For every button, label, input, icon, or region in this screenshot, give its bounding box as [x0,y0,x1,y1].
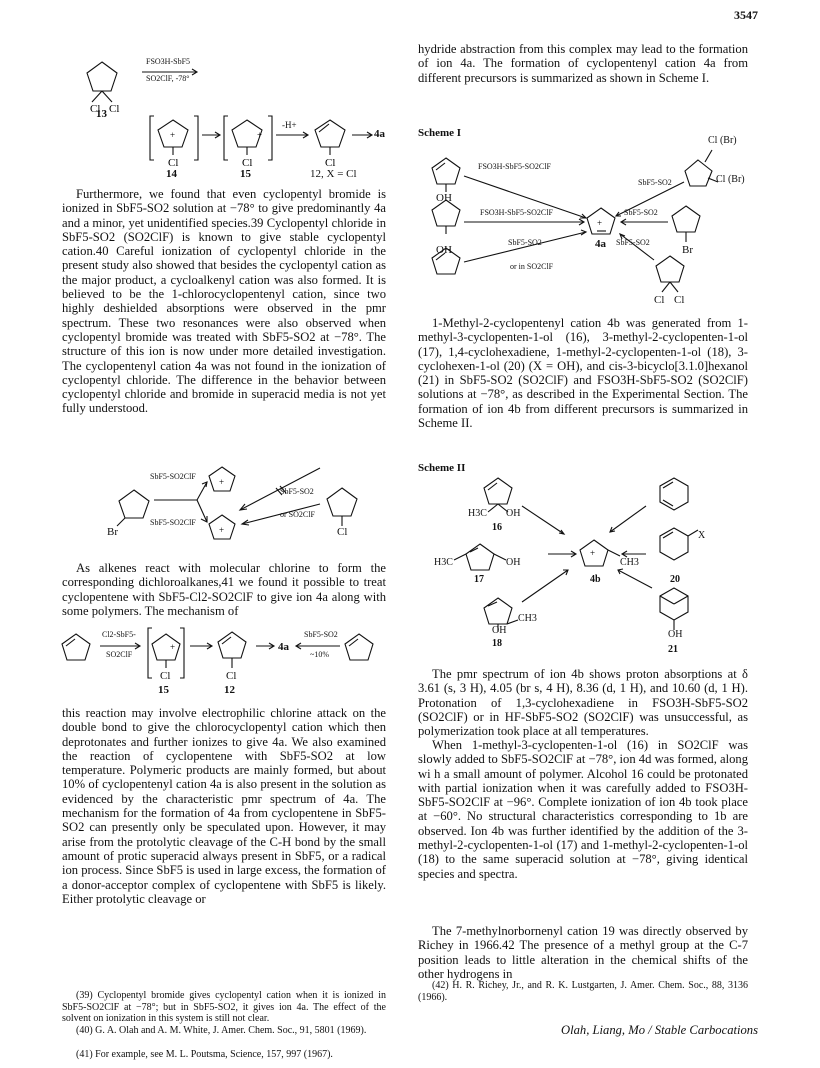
reagent-mid-2: SbF5-SO2ClF [150,518,196,527]
svg-text:+: + [590,548,596,558]
label-12-low: 12 [224,684,235,696]
right-paragraph-4: When 1-methyl-3-cyclopenten-1-ol (16) in SO2ClF was slowly added to SbF5-SO2ClF at −78°, ion 4d was formed, along wi h a small amount of polymer. Alcohol 16 could be protonated with partial ionization when it was carefully added to FSO3H-SbF5-SO2ClF at −96°. Complete ionization of ion 4b took place at −60°. No structural characteristics corresponding to 1b are observed. Ion 4b was further identified by the addition of the 3-methyl-2-cyclopenten-1-ol (17) and 1-methyl-2-cyclopenten-1-ol (18) to the same superacid solution at −78°, giving identical species and spectra. [418,738,748,881]
right-paragraph-2: 1-Methyl-2-cyclopentenyl cation 4b was generated from 1-methyl-3-cyclopenten-1-ol (16), 3-methyl-2-cyclopenten-1-ol (17), 1,4-cyclohexadiene, 1-methyl-2-cyclopenten-1-ol (18), 3-cyclohexen-1-ol (20) (X = OH), and cis-3-bicyclo[3.1.0]hexanol (21) in SbF5-SO2 (SO2ClF) and FSO3H-SbF5-SO2 (SO2ClF) solutions at −78°, as described in the Experimental Section. The formation of ion 4b from different precursors is summarized in Scheme II. [418,316,748,431]
s1-br: Br [682,244,693,256]
label-15: 15 [240,168,251,180]
s1-label-4a: 4a [595,238,606,250]
svg-text:Cl: Cl [325,157,336,169]
s2-label-4b: 4b [590,574,601,585]
svg-text:+: + [597,218,603,228]
svg-text:Cl: Cl [109,103,120,115]
label-4a-top: 4a [374,128,385,140]
cyclopentene-ring [62,634,90,660]
cyclopentyl-bromide-ring [119,490,149,518]
label-4a-low: 4a [278,641,289,653]
s2-label-21: 21 [668,644,678,655]
scheme-1-title: Scheme I [418,127,462,139]
dihalocyclopentane-ring [685,160,712,186]
s2-oh-21: OH [668,629,683,640]
label-13: 13 [96,108,107,120]
compound-17-ring [466,544,494,570]
s1-cl-2: Cl [674,294,685,306]
reagent-low-3: SbF5-SO2 [304,630,338,639]
cyclopentane-ring-13 [87,62,117,91]
cyclohexadiene-ring [660,478,688,510]
s2-label-20: 20 [670,574,680,585]
left-paragraph-3: this reaction may involve electrophilic chlorine attack on the double bond to give the chlorocyclopentyl cation which then deprotonates and further ionizes to give 4a. We also examined the reaction of cyclopentene with SbF5-SO2 at low temperature. Polymeric products are mainly formed, but about 10% of cyclopentenyl cation 4a is also present in the solution as evidenced by the characteristic pmr spectrum of 4a. The mechanism for the formation of 4a from cyclopentene in SbF5-SO2 can presently only be speculated upon. However, it may arise from the protolytic cleavage of the C-H bond by the small amount of protic superacid always present in SbF5, or a radical ion process. Since SbF5 is used in large excess, the formation of a donor-acceptor complex of cyclopentene with SbF5 is likely. Either protolytic cleavage or [62,706,386,906]
s1-cl-1: Cl [654,294,665,306]
s1-reagent-2: SbF5-SO2 [638,178,672,187]
bromine-label: Br [107,526,118,538]
cyclopentene-ring-2 [345,634,373,660]
compound-18-ring [484,598,512,624]
left-paragraph-1: Furthermore, we found that even cyclopentyl bromide is ionized in SbF5-SO2 solution at −78° to give predominantly 4a and a minor, yet unidentified species.39 Cyclopentyl chloride in SbF5-SO2 (SO2ClF) is known to give stable cyclopentyl cation.40 Careful ionization of cyclopentyl chloride in the present study also showed that besides the cyclopentyl cation as the major product, a cycloalkenyl cation was also formed. It is believed to be the 1-chlorocyclopentenyl cation, since two highly deshielded absorptions were observed in the pmr spectrum. These two resonances were also observed when cyclopentyl bromide was treated with SbF5-SO2 at −78°. The structure of this ion is now under more detailed investigation. The cyclopentenyl cation 4a was not found in the ionization of cyclopentyl chloride. The difference in the behavior between cyclopentyl chloride and bromide in superacid media is not yet fully understood. [62,187,386,416]
s2-label-17: 17 [474,574,484,585]
s1-clbr-2: Cl (Br) [716,174,745,185]
reagent-so2clf: SO2ClF, -78° [146,74,190,83]
s1-oh-2: OH [436,244,452,256]
footnote-40: (40) G. A. Olah and A. M. White, J. Amer. Chem. Soc., 91, 5801 (1969). [76,1025,367,1036]
label-14: 14 [166,168,177,180]
s1-reagent-3: FSO3H-SbF5-SO2ClF [480,208,553,217]
footnote-39: (39) Cyclopentyl bromide gives cyclopentyl cation when it is ionized in SbF5-SO2ClF at −78°; but in SbF5-SO2, it gives ion 4a. The effect of the solvent on ionization in this system is still not clear. [62,990,386,1025]
svg-text:+: + [257,130,263,140]
s1-reagent-4: SbF5-SO2 [624,208,658,217]
s2-ch3-18: CH3 [518,613,537,624]
right-paragraph-1: hydride abstraction from this complex may lead to the formation of ion 4a. The formation of cyclopentenyl cation 4a from different precursors is summarized as shown in Scheme I. [418,42,748,85]
chlorocyclopentene-12b [218,632,246,658]
svg-text:+: + [219,525,225,535]
reagent-mid-3: SbF5-SO2 [280,487,314,496]
label-15-low: 15 [158,684,169,696]
cyclopentyl-bromide-ring-s1 [672,206,700,232]
svg-text:+: + [219,477,225,487]
footnote-41: (41) For example, see M. L. Poutsma, Science, 157, 997 (1967). [76,1049,333,1060]
s1-reagent-5: SbF5-SO2 [508,238,542,247]
reagent-mid-1: SbF5-SO2ClF [150,472,196,481]
svg-text:Cl: Cl [242,157,253,169]
s2-label-16: 16 [492,522,502,533]
s2-h3c-17: H3C [434,557,453,568]
gem-dichloride-ring [656,256,684,282]
page-footer: Olah, Liang, Mo / Stable Carbocations [561,1023,758,1037]
scheme-cyclopentyl-halides [62,460,386,560]
scheme-dichloride-ionization [62,40,386,210]
svg-text:Cl: Cl [90,103,101,115]
label-minus-h: -H+ [282,120,297,130]
reagent-fso3h: FSO3H-SbF5 [146,57,191,66]
s2-oh-16: OH [506,508,521,519]
chlorocyclopentene-12 [315,120,345,147]
reagent-low-2: SO2ClF [106,650,133,659]
chlorocyclopentyl-cation-15b [152,634,180,660]
svg-text:+: + [170,642,176,652]
svg-text:+: + [170,130,176,140]
chlorine-label: Cl [337,526,348,538]
scheme-2-diagram [418,470,748,650]
page-number: 3547 [734,8,758,22]
cyclopentenol-ring [432,158,460,184]
s2-oh-17: OH [506,557,521,568]
compound-16-ring [484,478,512,504]
right-paragraph-3: The pmr spectrum of ion 4b shows proton absorptions at δ 3.61 (s, 3 H), 4.05 (br s, 4 H), 8.36 (d, 1 H), and 10.60 (d, 1 H). Protonation of 1,3-cyclohexadiene in FSO3H-SbF5-SO2 (SO2ClF) or in HF-SbF5-SO2 (SO2ClF) was unsuccessful, as polymerization took place at all temperatures. [418,667,748,739]
s2-ch3-4b: CH3 [620,557,639,568]
s1-oh-1: OH [436,192,452,204]
s1-reagent-6: SbF5-SO2 [616,238,650,247]
s2-label-18: 18 [492,638,502,649]
reagent-mid-4: or SO2ClF [280,510,315,519]
scheme-2-title: Scheme II [418,462,466,474]
right-paragraph-5: The 7-methylnorbornenyl cation 19 was directly observed by Richey in 1966.42 The presence of a methyl group at the C-7 position leads to little alteration in the chemical shifts of the other hydrogens in [418,924,748,981]
s2-h3c-16: H3C [468,508,487,519]
label-12x: 12, X = Cl [310,168,357,180]
s2-oh-18: OH [492,625,507,636]
reagent-low-4: ~10% [310,650,329,659]
cl-low-1: Cl [160,670,171,682]
svg-text:Cl: Cl [168,157,179,169]
s1-reagent-1: FSO3H-SbF5-SO2ClF [478,162,551,171]
scheme-1-diagram [418,138,748,308]
left-paragraph-2: As alkenes react with molecular chlorine to form the corresponding dichloroalkanes,41 we found it possible to treat cyclopentene with SbF5-Cl2-SO2ClF to give ion 4a along with some polymers. The mechanism of [62,561,386,618]
s1-reagent-7: or in SO2ClF [510,262,554,271]
footnote-42: (42) H. R. Richey, Jr., and R. K. Lustgarten, J. Amer. Chem. Soc., 88, 3136 (1966). [418,980,748,1003]
cl-low-2: Cl [226,670,237,682]
s2-x: X [698,530,706,541]
cyclopentyl-chloride-ring [327,488,357,516]
compound-20-ring [660,528,688,560]
reagent-low-1: Cl2-SbF5- [102,630,136,639]
s1-clbr-1: Cl (Br) [708,135,737,146]
